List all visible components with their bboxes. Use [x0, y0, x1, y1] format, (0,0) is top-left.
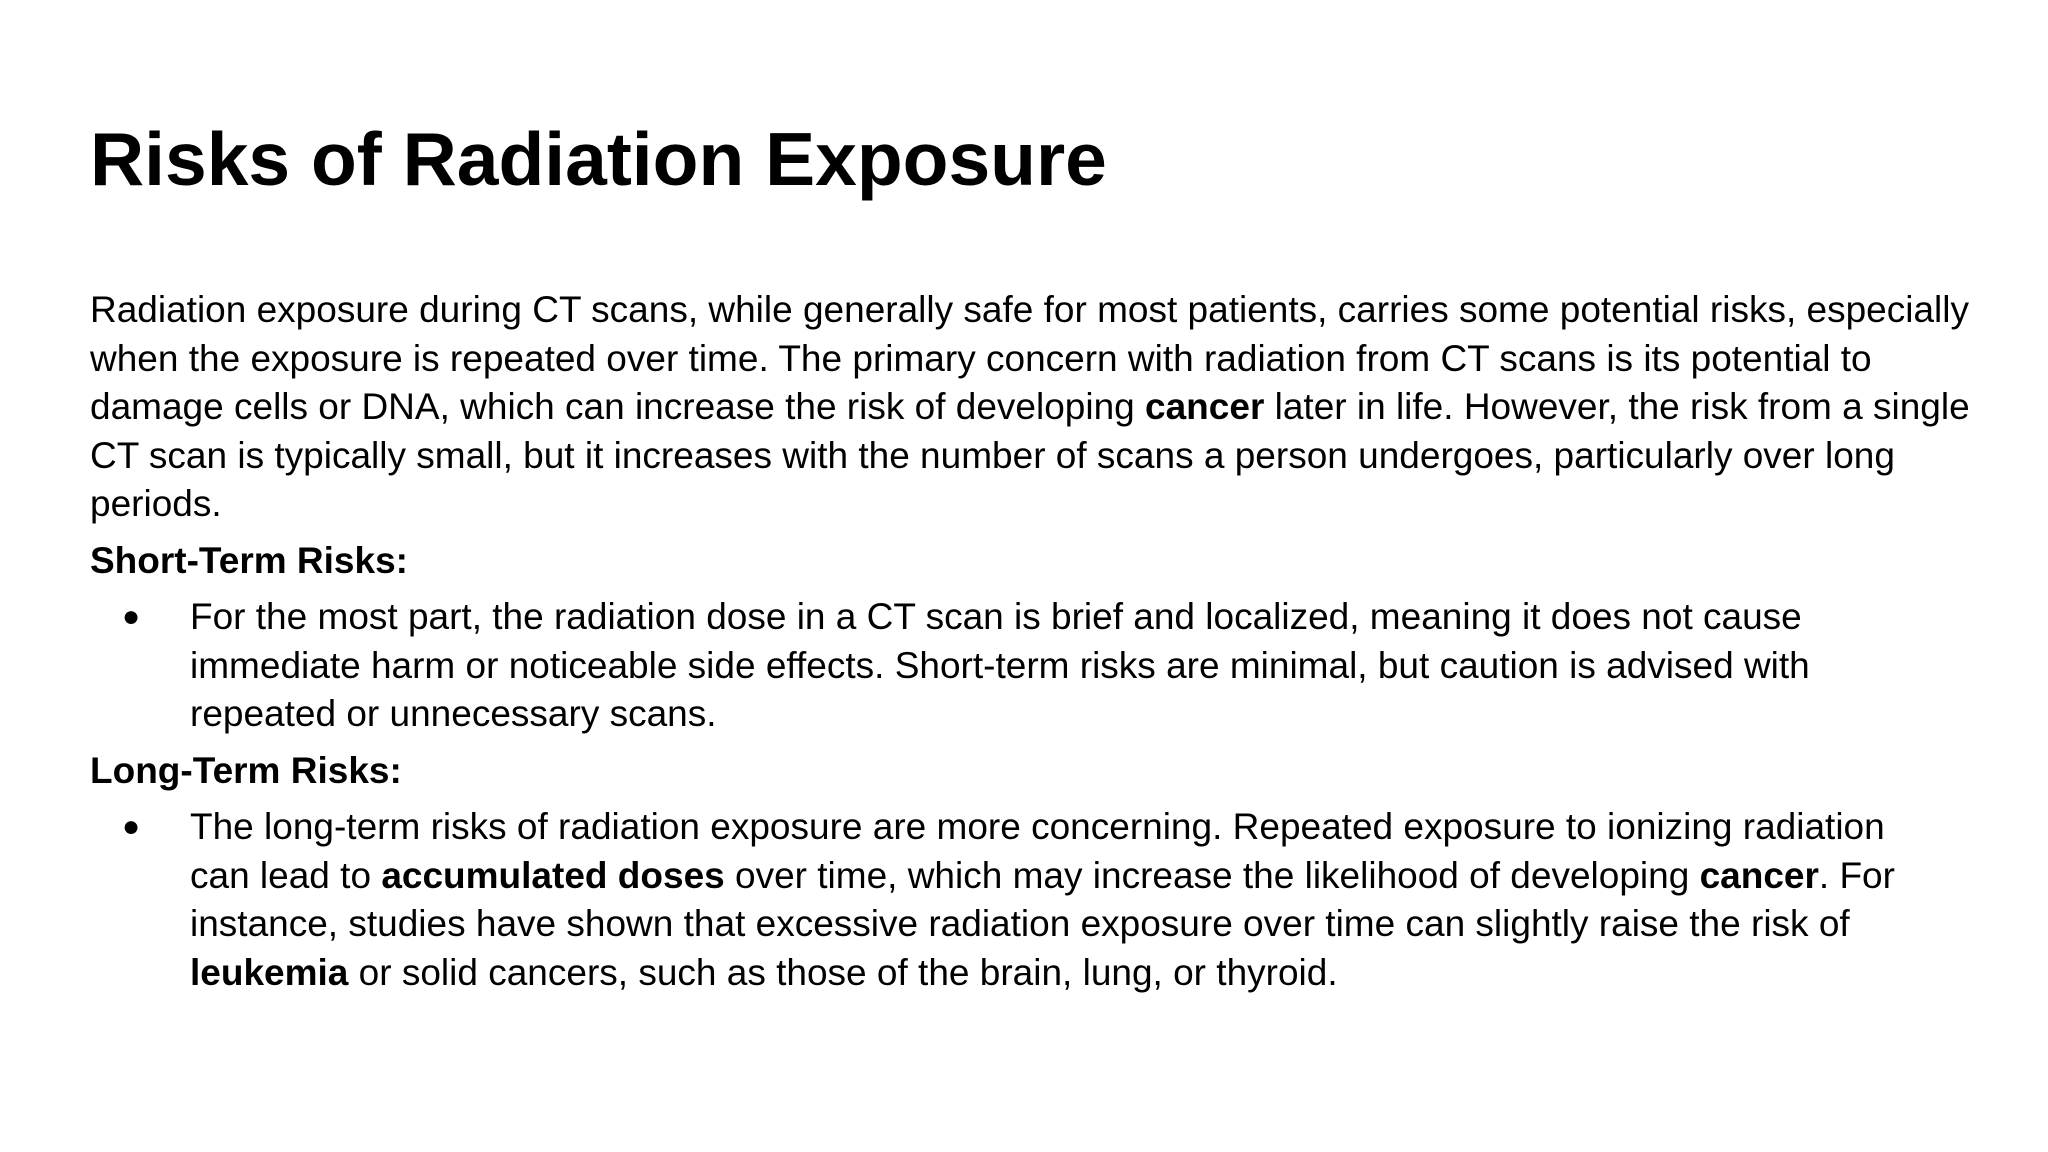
bullet-icon: ●: [122, 810, 141, 843]
long-term-bold-accumulated-doses: accumulated doses: [381, 854, 725, 896]
long-term-text-3: . For instance, studies have shown that excessive radiation exposure over time can slightly raise the risk of: [190, 854, 1895, 944]
intro-paragraph: [90, 286, 1990, 529]
intro-text-2: later in life. However, the risk from a single CT scan is typically small, but it increases with the number of scans a person undergoes, particularly over long periods.: [90, 386, 1970, 524]
intro-bold-cancer: cancer: [1145, 386, 1265, 427]
slide-title: Risks of Radiation Exposure: [90, 117, 1107, 201]
long-term-text-1: The long-term risks of radiation exposure are more concerning. Repeated exposure to ionizing radiation can lead to: [190, 806, 1885, 896]
intro-text-1: Radiation exposure during CT scans, while generally safe for most patients, carries some potential risks, especially when the exposure is repeated over time. The primary concern with radiation from CT scans is its potential to damage cells or DNA, which can increase the risk of developing: [90, 289, 1969, 427]
short-term-heading: Short-Term Risks:: [90, 539, 408, 581]
long-term-text-2: over time, which may increase the likelihood of developing: [724, 854, 1700, 896]
long-term-list: [90, 803, 2010, 997]
slide-body: [90, 286, 2010, 997]
long-term-bullet-item: [90, 803, 1930, 997]
long-term-heading: Long-Term Risks:: [90, 749, 402, 791]
short-term-text: For the most part, the radiation dose in a CT scan is brief and localized, meaning it does not cause immediate harm or noticeable side effects. Short-term risks are minimal, but caution is advised with repeated or unnecessary scans.: [190, 596, 1810, 734]
long-term-bold-cancer: cancer: [1699, 854, 1819, 896]
short-term-list: [90, 593, 2010, 739]
short-term-bullet-item: [90, 593, 1930, 739]
long-term-text-4: or solid cancers, such as those of the brain, lung, or thyroid.: [348, 951, 1338, 993]
long-term-bold-leukemia: leukemia: [190, 951, 349, 993]
bullet-icon: ●: [122, 600, 141, 633]
